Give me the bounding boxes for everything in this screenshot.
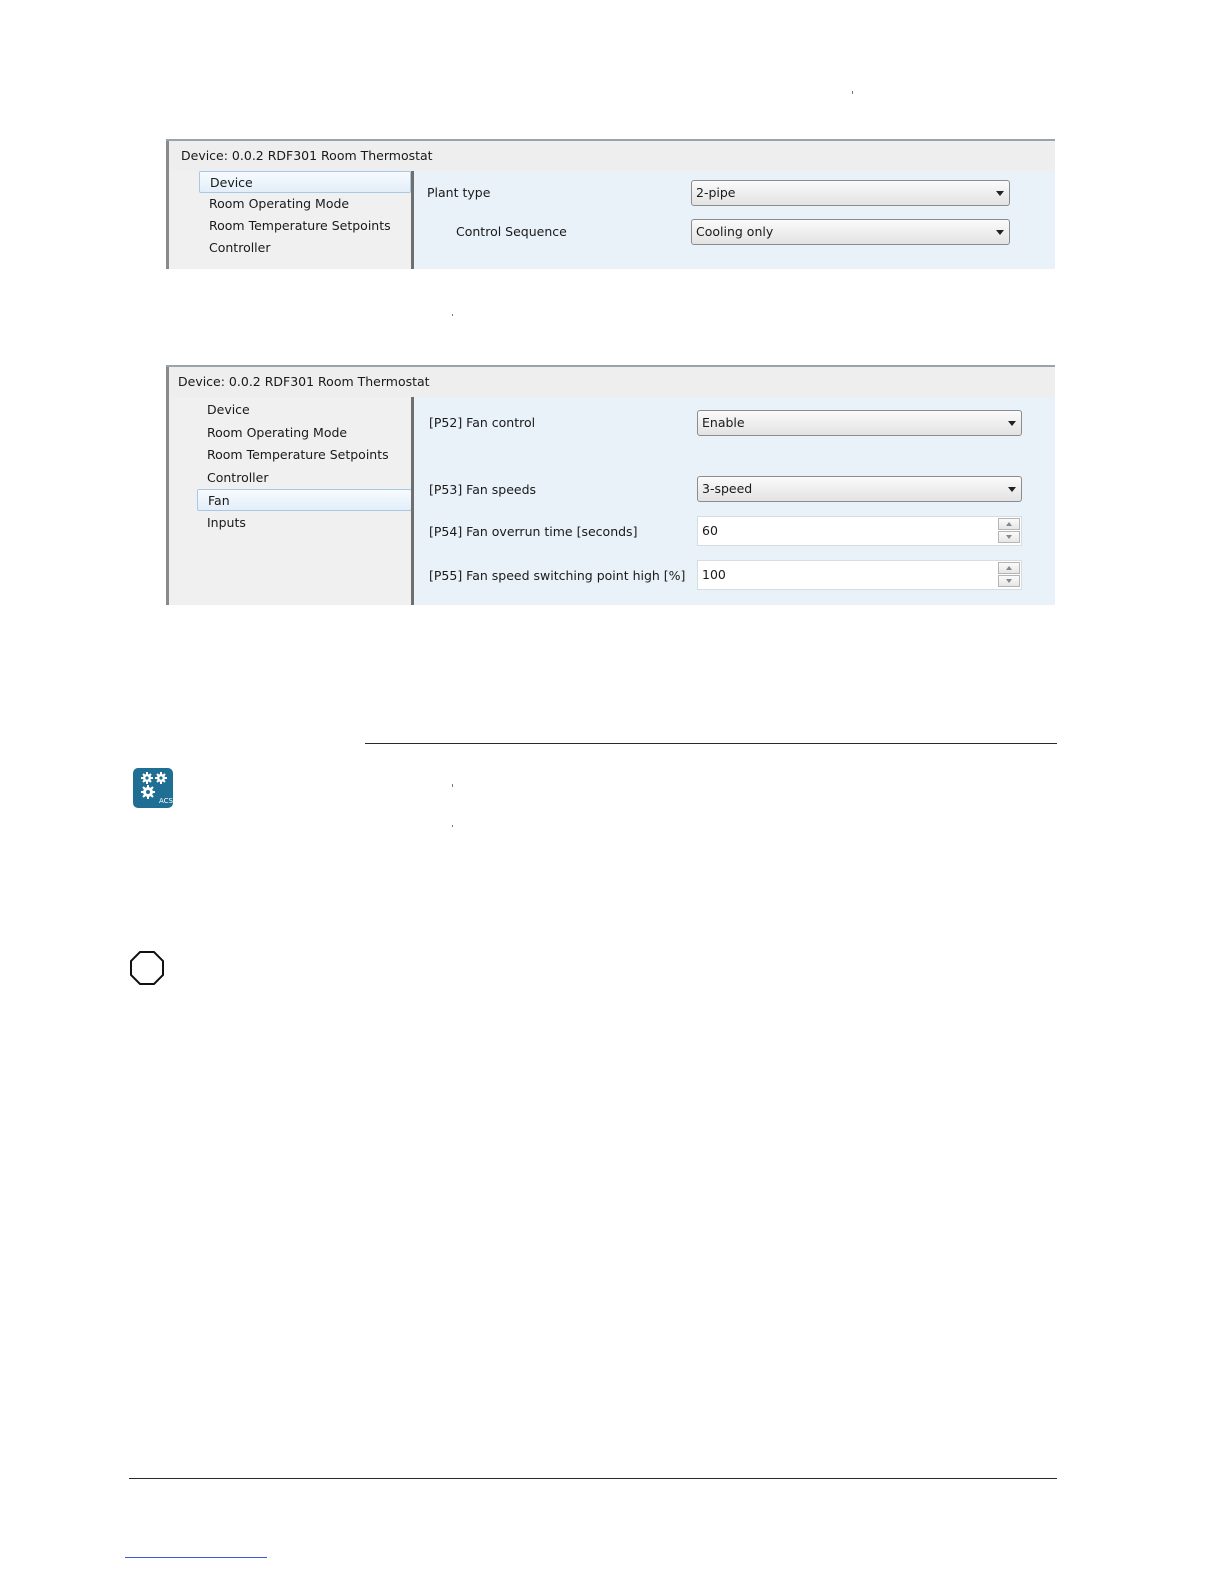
fan-speeds-select[interactable] [697,476,1022,502]
acs-gear-icon [133,768,173,808]
stop-octagon-icon [129,950,165,986]
tree-item-device[interactable]: Device [199,171,411,193]
device-title: Device: 0.0.2 RDF301 Room Thermostat [166,141,1055,171]
spin-buttons [998,518,1020,544]
tree-item-room-temperature-setpoints[interactable]: Room Temperature Setpoints [209,218,391,233]
chevron-down-icon [996,230,1004,235]
tree-item-device[interactable]: Device [207,402,250,417]
acs-label: ACS [159,797,173,805]
tree-item-room-temperature-setpoints[interactable]: Room Temperature Setpoints [207,447,389,462]
tree-item-room-operating-mode[interactable]: Room Operating Mode [209,196,350,211]
fan-switching-point-value: 100 [702,567,726,582]
fan-switching-point-label: [P55] Fan speed switching point high [%] [429,568,686,583]
parameter-tree [166,397,411,605]
spin-up-button[interactable] [998,518,1020,530]
fan-speeds-value: 3-speed [702,481,753,496]
plant-type-select[interactable] [691,180,1010,206]
footer-rule [129,1478,1057,1479]
fan-switching-point-spinbox[interactable] [697,560,1022,590]
stray-mark [452,825,453,827]
plant-type-label: Plant type [427,185,491,200]
fan-control-label: [P52] Fan control [429,415,536,430]
stray-mark [452,314,453,316]
stray-mark [452,784,453,787]
stray-mark [852,91,853,94]
chevron-down-icon [996,191,1004,196]
fan-speeds-label: [P53] Fan speeds [429,482,537,497]
fan-overrun-label: [P54] Fan overrun time [seconds] [429,524,638,539]
screenshot-device-params [166,139,1055,269]
fan-overrun-value: 60 [702,523,718,538]
tree-item-room-operating-mode[interactable]: Room Operating Mode [207,425,348,440]
tree-item-inputs[interactable]: Inputs [207,515,246,530]
control-sequence-value: Cooling only [696,224,774,239]
section-rule [365,743,1057,744]
parameter-panel [414,171,1055,269]
screenshot-fan-params [166,365,1055,605]
fan-overrun-spinbox[interactable] [697,516,1022,546]
footer-link-underline[interactable] [125,1557,267,1558]
parameter-tree [166,171,411,269]
fan-control-value: Enable [702,415,745,430]
chevron-down-icon [1008,421,1016,426]
plant-type-value: 2-pipe [696,185,736,200]
tree-item-controller[interactable]: Controller [207,470,269,485]
control-sequence-label: Control Sequence [456,224,567,239]
gears-icon [133,768,173,808]
chevron-down-icon [1008,487,1016,492]
device-title: Device: 0.0.2 RDF301 Room Thermostat [166,367,1055,397]
spin-up-button[interactable] [998,562,1020,574]
tree-item-controller[interactable]: Controller [209,240,271,255]
spin-down-button[interactable] [998,575,1020,587]
spin-buttons [998,562,1020,588]
spin-down-button[interactable] [998,531,1020,543]
tree-item-fan[interactable]: Fan [197,489,412,511]
parameter-panel [414,397,1055,605]
fan-control-select[interactable] [697,410,1022,436]
control-sequence-select[interactable] [691,219,1010,245]
